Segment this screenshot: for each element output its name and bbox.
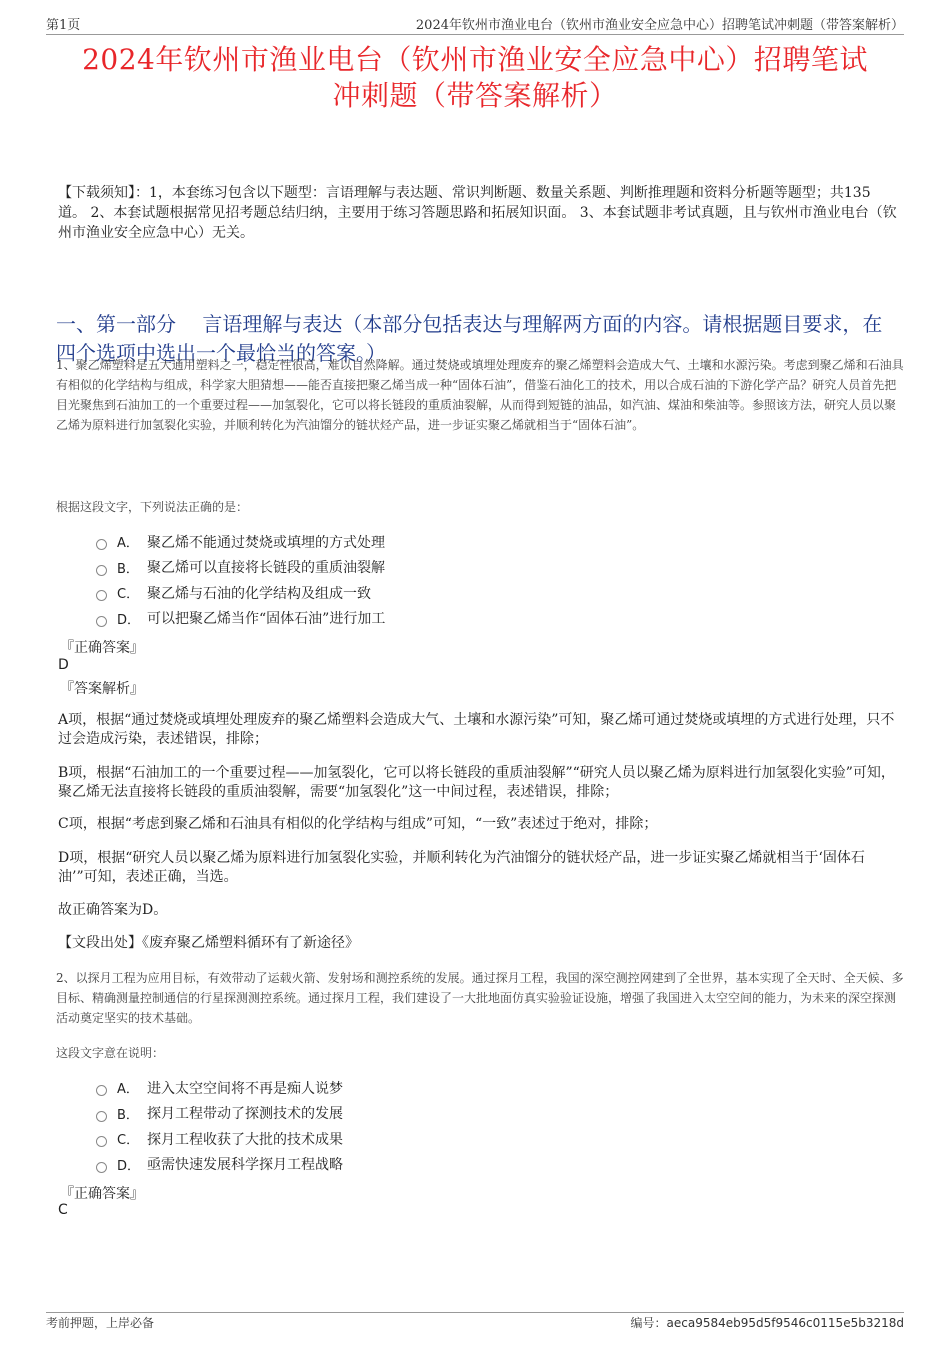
page-number: 第1页 xyxy=(46,18,81,33)
radio-icon[interactable] xyxy=(96,616,107,627)
question-1-source: 【文段出处】《废弃聚乙烯塑料循环有了新途径》 xyxy=(58,935,359,951)
footer-code: aeca9584eb95d5f9546c0115e5b3218d xyxy=(666,1316,904,1330)
option-text: 聚乙烯可以直接将长链段的重质油裂解 xyxy=(147,560,385,577)
question-1-analysis-b: B项，根据“石油加工的一个重要过程——加氢裂化，它可以将长链段的重质油裂解”“研究人员以聚乙烯为原料进行加氢裂化实验”可知，聚乙烯无法直接将长链段的重质油裂解，需要“加氢裂化”这一中间过程，表述错误，排除； xyxy=(58,765,895,800)
option-key: A． xyxy=(117,536,139,552)
option-text: 探月工程收获了大批的技术成果 xyxy=(147,1131,343,1148)
download-notice: 【下载须知】：1，本套练习包含以下题型：言语理解与表达题、常识判断题、数量关系题、判断推理题和资料分析题等题型；共135道。 2、本套试题根据常见招考题总结归纳，主要用于练习答题思路和拓展知识面。 3、本套试题非考试真题，且与钦州市渔业电台（钦州市渔业安全应急中心）无关。 xyxy=(58,185,897,241)
radio-icon[interactable] xyxy=(96,1111,107,1122)
option-text: 探月工程带动了探测技术的发展 xyxy=(147,1106,343,1123)
option-text: 聚乙烯不能通过焚烧或填埋的方式处理 xyxy=(147,534,385,551)
page-title xyxy=(40,42,910,114)
question-1-answer-label: 『正确答案』 xyxy=(60,640,144,656)
option-key: D． xyxy=(117,1158,141,1174)
question-1-lead: 根据这段文字，下列说法正确的是： xyxy=(56,500,249,514)
footer-code-wrap xyxy=(631,1314,904,1331)
question-2-option-a[interactable] xyxy=(96,1075,343,1101)
question-2-options xyxy=(96,1075,343,1177)
radio-icon[interactable] xyxy=(96,590,107,601)
question-1-stem: 1、聚乙烯塑料是五大通用塑料之一，稳定性很高，难以自然降解。通过焚烧或填埋处理废弃的聚乙烯塑料会造成大气、土壤和水源污染。考虑到聚乙烯和石油具有相似的化学结构与组成，科学家大胆猜想——能否直接把聚乙烯当成一种“固体石油”，借鉴石油化工的技术，用以合成石油的下游化学产品？研究人员首先把目光聚焦到石油加工的一个重要过程——加氢裂化，它可以将长链段的重质油裂解，从而得到短链的油品，如汽油、煤油和柴油等。参照该方法，研究人员以聚乙烯为原料进行加氢裂化实验，并顺利转化为汽油馏分的链状烃产品，进一步证实聚乙烯就相当于“固体石油”。 xyxy=(56,358,904,432)
footer-divider xyxy=(46,1312,904,1313)
section-title: 一、第一部分 言语理解与表达（本部分包括表达与理解两方面的内容。请根据题目要求，在四个选项中选出一个最恰当的答案。） xyxy=(56,312,883,365)
option-key: B． xyxy=(117,1107,139,1123)
question-1-option-d[interactable] xyxy=(96,606,385,632)
question-2-lead: 这段文字意在说明： xyxy=(56,1046,165,1060)
option-text: 聚乙烯与石油的化学结构及组成一致 xyxy=(147,585,371,602)
question-2-answer-label: 『正确答案』 xyxy=(60,1186,144,1202)
question-2-option-c[interactable] xyxy=(96,1126,343,1152)
footer-code-label: 编号： xyxy=(630,1316,667,1330)
page-footer xyxy=(46,1314,904,1334)
option-text: 可以把聚乙烯当作“固体石油”进行加工 xyxy=(147,611,386,628)
question-1-option-b[interactable] xyxy=(96,555,385,581)
question-2-answer: C xyxy=(58,1202,68,1218)
option-key: C． xyxy=(117,1133,140,1149)
radio-icon[interactable] xyxy=(96,1136,107,1147)
question-1-conclusion: 故正确答案为D。 xyxy=(58,902,168,918)
footer-slogan: 考前押题，上岸必备 xyxy=(46,1316,155,1330)
option-key: B． xyxy=(117,561,139,577)
question-1-options xyxy=(96,529,385,631)
radio-icon[interactable] xyxy=(96,1162,107,1173)
question-1-analysis-c: C项，根据“考虑到聚乙烯和石油具有相似的化学结构与组成”可知，“一致”表述过于绝对，排除； xyxy=(58,816,658,832)
question-2-option-b[interactable] xyxy=(96,1101,343,1127)
option-key: A． xyxy=(117,1082,139,1098)
page-header xyxy=(46,14,904,34)
question-1-answer: D xyxy=(58,657,69,673)
question-1-analysis-d: D项，根据“研究人员以聚乙烯为原料进行加氢裂化实验，并顺利转化为汽油馏分的链状烃产品，进一步证实聚乙烯就相当于‘固体石油’”可知，表述正确，当选。 xyxy=(58,850,865,885)
question-2-option-d[interactable] xyxy=(96,1152,343,1178)
radio-icon[interactable] xyxy=(96,539,107,550)
header-doc-title: 2024年钦州市渔业电台（钦州市渔业安全应急中心）招聘笔试冲刺题（带答案解析） xyxy=(415,18,904,33)
page-title-line-1: 2024年钦州市渔业电台（钦州市渔业安全应急中心）招聘笔试 xyxy=(82,43,868,76)
radio-icon[interactable] xyxy=(96,565,107,576)
option-key: C． xyxy=(117,587,140,603)
question-1-option-a[interactable] xyxy=(96,529,385,555)
option-text: 进入太空空间将不再是痴人说梦 xyxy=(147,1080,343,1097)
question-1-option-c[interactable] xyxy=(96,580,385,606)
question-2-stem: 2、以探月工程为应用目标，有效带动了运载火箭、发射场和测控系统的发展。通过探月工程，我国的深空测控网建到了全世界，基本实现了全天时、全天候、多目标、精确测量控制通信的行星探测测控系统。通过探月工程，我们建设了一大批地面仿真实验验证设施，增强了我国进入太空空间的能力，为未来的深空探测活动奠定坚实的技术基础。 xyxy=(56,971,904,1025)
question-1-analysis-a: A项，根据“通过焚烧或填埋处理废弃的聚乙烯塑料会造成大气、土壤和水源污染”可知，聚乙烯可通过焚烧或填埋的方式进行处理，只不过会造成污染，表述错误，排除； xyxy=(58,712,895,747)
option-text: 亟需快速发展科学探月工程战略 xyxy=(147,1157,343,1174)
question-1-analysis-label: 『答案解析』 xyxy=(60,681,144,697)
radio-icon[interactable] xyxy=(96,1085,107,1096)
page-title-line-2: 冲刺题（带答案解析） xyxy=(332,79,618,112)
header-divider xyxy=(46,34,904,35)
option-key: D． xyxy=(117,612,141,628)
